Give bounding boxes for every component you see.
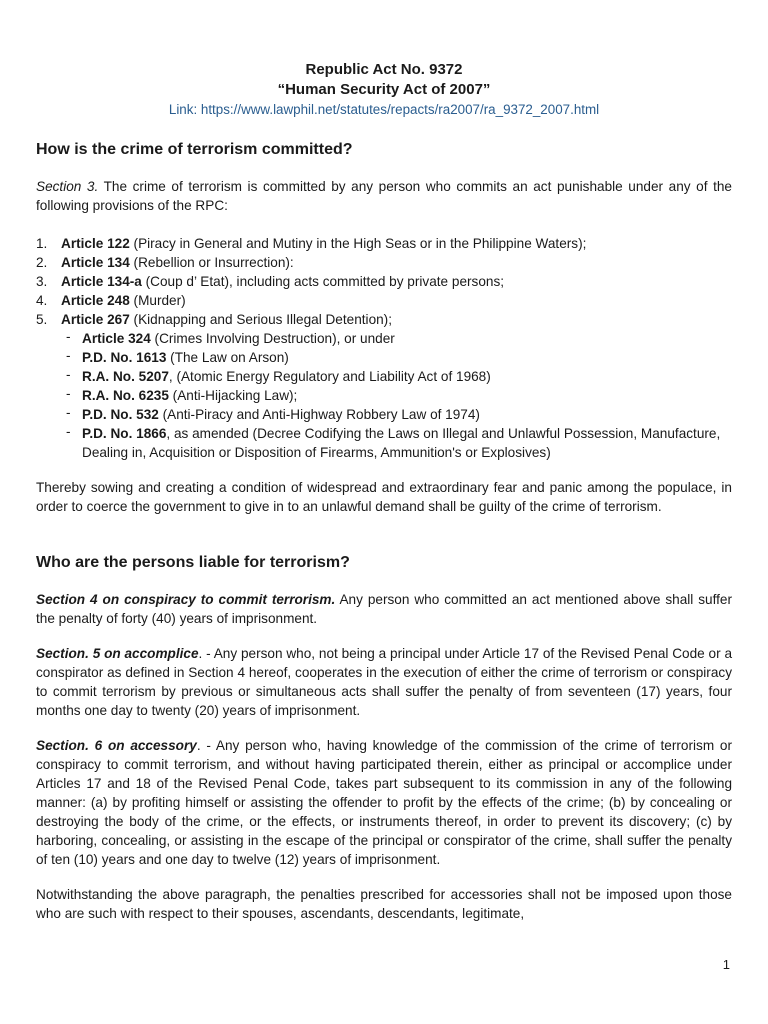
source-link[interactable]: Link: https://www.lawphil.net/statutes/repacts/ra2007/ra_9372_2007.html <box>168 102 600 117</box>
list-item: - R.A. No. 6235 (Anti-Hijacking Law); <box>66 386 298 403</box>
dash-bullet: - <box>66 405 71 420</box>
list-item: 3. Article 134-a (Coup d’ Etat), including acts committed by private persons; <box>36 274 505 289</box>
article-label: Article 134 <box>61 255 130 270</box>
dash-bullet: - <box>66 348 71 363</box>
section-5-paragraph: Section. 5 on accomplice. - Any person who, not being a principal under Article 17 of the Revised Penal Code or a conspirator as defined in Section 4 hereof, cooperates in the execution of either the crime of terrorism or conspiracy to commit terrorism by previous or simultaneous acts shall suffer the penalty of from seventeen (17) years, four months one day to twenty (20) years of imprisonment. <box>36 646 733 718</box>
list-item: - P.D. No. 532 (Anti-Piracy and Anti-Highway Robbery Law of 1974) <box>66 405 480 422</box>
article-list <box>36 234 732 329</box>
page-number: 1 <box>722 957 730 972</box>
section-5-label: Section. 5 on accomplice <box>36 646 199 661</box>
dash-bullet: - <box>66 424 71 439</box>
act-subtitle: “Human Security Act of 2007” <box>277 81 491 98</box>
section-3-paragraph <box>36 177 732 215</box>
list-item: 2. Article 134 (Rebellion or Insurrection): <box>36 255 294 270</box>
heading-how-committed: How is the crime of terrorism committed? <box>36 141 353 158</box>
article-label: Article 248 <box>61 293 130 308</box>
list-item: - P.D. No. 1866, as amended (Decree Codifying the Laws on Illegal and Unlawful Possession, Manufacture, Dealing in, Acquisition or Disposition of Firearms, Ammunition's or Explosives) <box>66 424 721 460</box>
section-3-text: The crime of terrorism is committed by any person who commits an act punishable under any of the following provisions of the RPC: <box>36 179 732 213</box>
section-4-label: Section 4 on conspiracy to commit terrorism. <box>36 592 336 607</box>
article-label: Article 134-a <box>61 274 142 289</box>
section-3-label: Section 3. <box>36 179 99 194</box>
list-item: - R.A. No. 5207, (Atomic Energy Regulatory and Liability Act of 1968) <box>66 367 491 384</box>
sub-law-list <box>36 329 732 462</box>
list-item: - Article 324 (Crimes Involving Destruction), or under <box>66 329 395 346</box>
heading-persons-liable: Who are the persons liable for terrorism? <box>36 554 350 571</box>
list-item: 4. Article 248 (Murder) <box>36 293 186 308</box>
notwithstanding-paragraph: Notwithstanding the above paragraph, the penalties prescribed for accessories shall not be imposed upon those who are such with respect to their spouses, ascendants, descendants, legitimate, <box>36 887 732 921</box>
document-header <box>36 60 732 120</box>
list-item: - P.D. No. 1613 (The Law on Arson) <box>66 348 289 365</box>
article-label: Article 267 <box>61 312 130 327</box>
dash-bullet: - <box>66 367 71 382</box>
section-6-paragraph: Section. 6 on accessory. - Any person who, having knowledge of the commission of the crime of terrorism or conspiracy to commit terrorism, and without having participated therein, either as principal or accomplice under Articles 17 and 18 of the Revised Penal Code, takes part subsequent to its commission in any of the following manner: (a) by profiting himself or assisting the offender to profit by the effects of the crime; (b) by concealing or destroying the body of the crime, or the effects, or instruments thereof, in order to prevent its discovery; (c) by harboring, concealing, or assisting in the escape of the principal or conspirator of the crime, shall suffer the penalty of ten (10) years and one day to twelve (12) years of imprisonment. <box>36 738 732 867</box>
list-item: 1. Article 122 (Piracy in General and Mutiny in the High Seas or in the Philippine Waters); <box>36 236 587 251</box>
dash-bullet: - <box>66 386 71 401</box>
article-label: Article 122 <box>61 236 130 251</box>
conclusion-paragraph: Thereby sowing and creating a condition of widespread and extraordinary fear and panic among the populace, in order to coerce the government to give in to an unlawful demand shall be guilty of the crime of terrorism. <box>36 480 732 514</box>
list-item: 5. Article 267 (Kidnapping and Serious Illegal Detention); <box>36 312 392 327</box>
dash-bullet: - <box>66 329 71 344</box>
section-4-paragraph: Section 4 on conspiracy to commit terrorism. Any person who committed an act mentioned above shall suffer the penalty of forty (40) years of imprisonment. <box>36 592 733 626</box>
section-6-label: Section. 6 on accessory <box>36 738 197 753</box>
act-title: Republic Act No. 9372 <box>305 61 463 78</box>
